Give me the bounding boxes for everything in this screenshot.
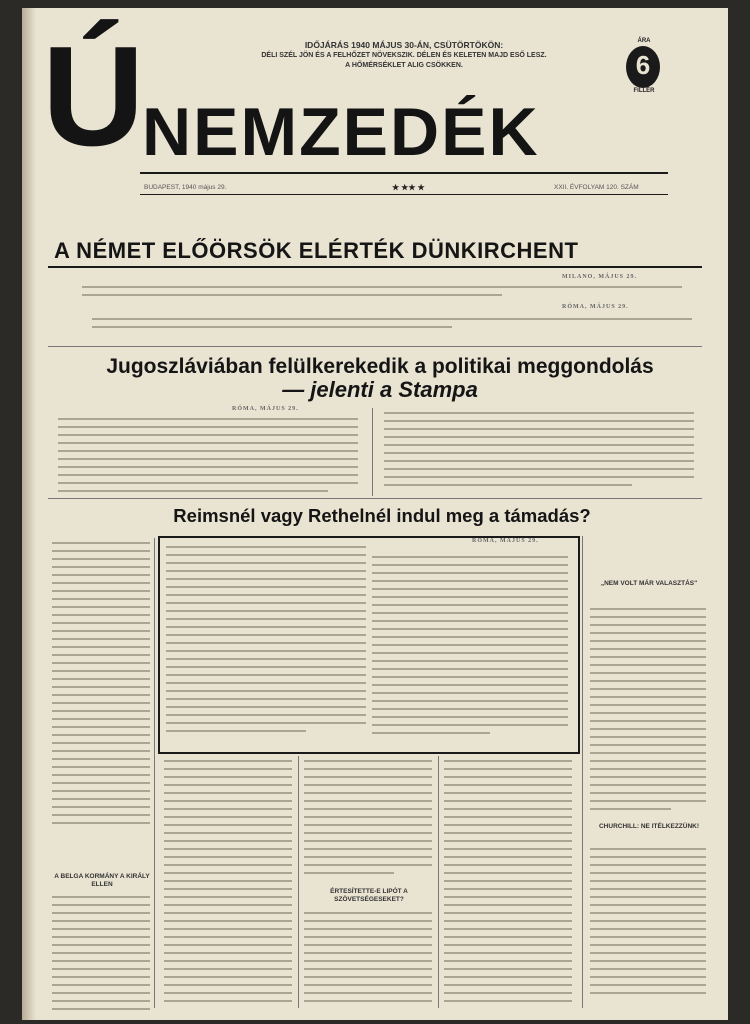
article-text-block bbox=[444, 760, 572, 1008]
price-number: 6 bbox=[635, 50, 651, 80]
dateline-kicker: MILANO, MÁJUS 29. bbox=[562, 274, 637, 280]
subhead-belga: A BELGA KORMÁNY A KIRÁLY ELLEN bbox=[54, 873, 150, 889]
article-text-block bbox=[52, 542, 150, 830]
section-rule bbox=[48, 498, 702, 499]
dateline-kicker: RÓMA, MÁJUS 29. bbox=[472, 538, 539, 544]
article-text-block bbox=[384, 412, 694, 492]
column-rule bbox=[582, 536, 583, 1008]
masthead-rule bbox=[140, 172, 668, 174]
masthead-stars: ★ ★★ ★ bbox=[392, 183, 425, 192]
page-binding-shadow bbox=[22, 8, 36, 1020]
article-text-block bbox=[304, 760, 432, 880]
masthead-title: NEMZEDÉK bbox=[142, 94, 540, 170]
volume-number: XXII. ÉVFOLYAM 120. SZÁM bbox=[554, 184, 639, 191]
dateline-kicker: RÓMA, MÁJUS 29. bbox=[232, 406, 299, 412]
weather-box bbox=[244, 40, 564, 70]
article-text-block bbox=[372, 556, 568, 740]
article-text-block bbox=[58, 418, 358, 498]
weather-title: IDŐJÁRÁS 1940 MÁJUS 30-ÁN, CSÜTÖRTÖKÖN: bbox=[304, 40, 504, 50]
column-rule bbox=[438, 756, 439, 1008]
article-text-block bbox=[82, 286, 682, 302]
article-text-block bbox=[590, 848, 706, 1000]
headline-reims: Reimsnél vagy Rethelnél indul meg a támadás? bbox=[173, 505, 591, 526]
headline-dunkirchen: A NÉMET ELŐÖRSÖK ELÉRTÉK DÜNKIRCHENT bbox=[54, 238, 579, 263]
subhead-ertesitette: ÉRTESÍTETTE-E LIPÓT A SZÖVETSÉGESEKET? bbox=[330, 888, 408, 904]
subhead-churchill: CHURCHILL: NE ITÉLKEZZÜNK! bbox=[598, 823, 700, 830]
weather-line: DÉLI SZÉL JÖN ÉS A FELHŐZET NÖVEKSZIK. DÉLEN ÉS KELETEN MAJD ESŐ LESZ. bbox=[261, 52, 547, 60]
subhead-nem-volt: „NEM VOLT MÁR VALASZTÁS" bbox=[600, 580, 698, 587]
price-top-label: ÁRA bbox=[637, 38, 651, 44]
article-text-block bbox=[304, 912, 432, 1008]
headline-line: Jugoszláviában felülkerekedik a politikai meggondolás bbox=[106, 355, 654, 378]
price-bottom-label: FILLÉR bbox=[633, 88, 655, 94]
dateline-kicker: RÓMA, MÁJUS 29. bbox=[562, 304, 629, 310]
weather-line: A HŐMÉRSÉKLET ALIG CSÖKKEN. bbox=[345, 61, 463, 69]
section-rule bbox=[48, 346, 702, 347]
column-rule bbox=[298, 756, 299, 1008]
headline-line: — jelenti a Stampa bbox=[282, 377, 478, 403]
masthead-rule bbox=[140, 194, 668, 195]
price-badge bbox=[626, 38, 662, 96]
headline-jugoszlavia bbox=[60, 355, 700, 402]
article-text-block bbox=[590, 608, 706, 816]
article-text-block bbox=[52, 896, 150, 1016]
article-text-block bbox=[166, 546, 366, 738]
article-text-block bbox=[164, 760, 292, 1008]
column-rule bbox=[372, 408, 373, 496]
headline-rule bbox=[48, 266, 702, 268]
dateline: BUDAPEST, 1940 május 29. bbox=[144, 184, 227, 191]
column-rule bbox=[154, 538, 155, 1008]
article-text-block bbox=[92, 318, 692, 334]
masthead-big-u: Ú bbox=[42, 17, 139, 176]
newspaper-page bbox=[22, 8, 728, 1020]
